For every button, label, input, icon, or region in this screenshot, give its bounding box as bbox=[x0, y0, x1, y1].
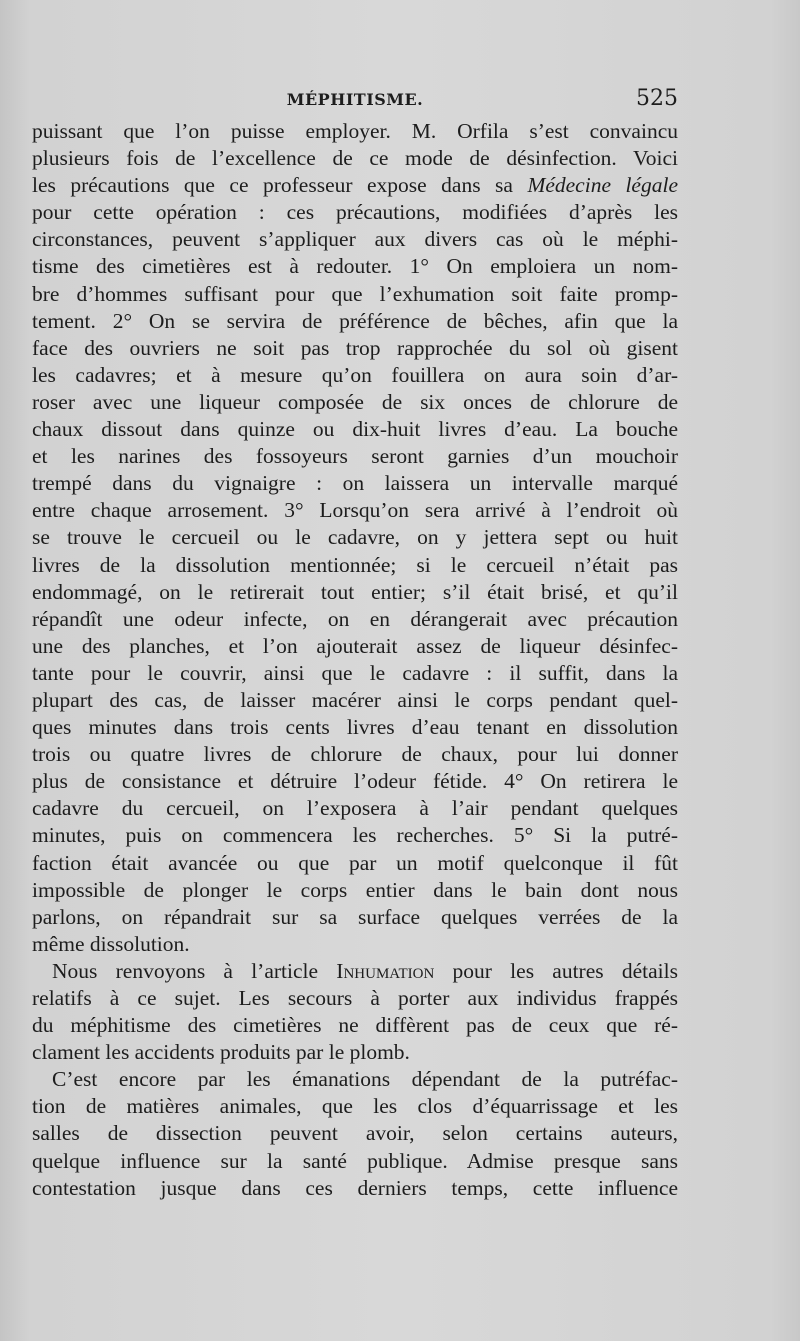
text-line bbox=[32, 850, 678, 877]
line-text: plusieurs fois de l’excellence de ce mode de désinfection. Voici bbox=[32, 146, 678, 171]
line-text: tante pour le couvrir, ainsi que le cadavre : il suffit, dans la bbox=[32, 660, 678, 685]
line-text: clament les accidents produits par le plomb. bbox=[32, 1040, 410, 1065]
text-line bbox=[32, 741, 678, 768]
line-text: les précautions que ce professeur expose dans sa bbox=[32, 173, 528, 198]
line-text: ques minutes dans trois cents livres d’eau tenant en dissolution bbox=[32, 715, 678, 740]
text-line bbox=[32, 335, 678, 362]
line-text: les cadavres; et à mesure qu’on fouillera on aura soin d’ar- bbox=[32, 362, 678, 387]
text-line bbox=[32, 714, 678, 741]
text-line bbox=[32, 958, 678, 985]
line-text: pour les autres détails bbox=[434, 958, 678, 983]
text-line bbox=[32, 199, 678, 226]
text-line bbox=[32, 470, 678, 497]
text-line bbox=[32, 1093, 678, 1120]
text-line bbox=[32, 497, 678, 524]
line-text: plus de consistance et détruire l’odeur fétide. 4° On retirera le bbox=[32, 769, 678, 794]
text-line bbox=[32, 1175, 678, 1202]
running-head bbox=[32, 86, 678, 116]
small-caps-term: Inhumation bbox=[336, 958, 435, 983]
line-text: livres de la dissolution mentionnée; si le cercueil n’était pas bbox=[32, 552, 678, 577]
line-text: minutes, puis on commencera les recherches. 5° Si la putré- bbox=[32, 823, 678, 848]
line-text: puissant que l’on puisse employer. M. Orfila s’est convaincu bbox=[32, 119, 678, 143]
line-text: et les narines des fossoyeurs seront garnies d’un mouchoir bbox=[32, 444, 678, 469]
running-title: MÉPHITISME. bbox=[286, 90, 424, 109]
text-line bbox=[32, 1148, 678, 1175]
text-line bbox=[32, 660, 678, 687]
line-text: circonstances, peuvent s’appliquer aux divers cas où le méphi- bbox=[32, 227, 678, 252]
line-text: cadavre du cercueil, on l’exposera à l’air pendant quelques bbox=[32, 796, 678, 821]
line-text: tion de matières animales, que les clos d’équarrissage et les bbox=[32, 1094, 678, 1119]
text-line bbox=[32, 1039, 678, 1066]
text-line bbox=[32, 795, 678, 822]
line-text: impossible de plonger le corps entier dans le bain dont nous bbox=[32, 877, 678, 902]
text-line bbox=[32, 443, 678, 470]
line-text: face des ouvriers ne soit pas trop rapprochée du sol où gisent bbox=[32, 335, 678, 360]
text-line bbox=[32, 118, 678, 145]
line-text: bre d’hommes suffisant pour que l’exhumation soit faite promp- bbox=[32, 281, 678, 306]
text-line bbox=[32, 389, 678, 416]
line-text: Nous renvoyons à l’article bbox=[52, 958, 337, 983]
text-line bbox=[32, 904, 678, 931]
line-text: trois ou quatre livres de chlorure de chaux, pour lui donner bbox=[32, 742, 678, 767]
text-line bbox=[32, 985, 678, 1012]
line-text: relatifs à ce sujet. Les secours à porter aux individus frappés bbox=[32, 986, 678, 1010]
line-text: endommagé, on le retirerait tout entier; s’il était brisé, et qu’il bbox=[32, 579, 678, 604]
italic-title: Médecine légale bbox=[527, 173, 678, 198]
line-text: une des planches, et l’on ajouterait assez de liqueur désinfec- bbox=[32, 633, 678, 658]
line-text: se trouve le cercueil ou le cadavre, on y jettera sept ou huit bbox=[32, 525, 678, 550]
text-line bbox=[32, 253, 678, 280]
text-line bbox=[32, 1012, 678, 1039]
line-text: contestation jusque dans ces derniers temps, cette influence bbox=[32, 1175, 678, 1200]
text-line bbox=[32, 579, 678, 606]
text-line bbox=[32, 145, 678, 172]
text-line bbox=[32, 1120, 678, 1147]
line-text: salles de dissection peuvent avoir, selon certains auteurs, bbox=[32, 1121, 678, 1146]
line-text: même dissolution. bbox=[32, 931, 190, 956]
text-line bbox=[32, 362, 678, 389]
line-text: quelque influence sur la santé publique. Admise presque sans bbox=[32, 1148, 678, 1173]
text-line bbox=[32, 308, 678, 335]
line-text: répandît une odeur infecte, on en dérangerait avec précaution bbox=[32, 606, 678, 631]
text-line bbox=[32, 768, 678, 795]
text-line bbox=[32, 172, 678, 199]
text-line bbox=[32, 822, 678, 849]
line-text: plupart des cas, de laisser macérer ainsi le corps pendant quel- bbox=[32, 687, 678, 712]
text-line bbox=[32, 226, 678, 253]
line-text: du méphitisme des cimetières ne diffèrent pas de ceux que ré- bbox=[32, 1013, 678, 1038]
text-line bbox=[32, 416, 678, 443]
line-text: chaux dissout dans quinze ou dix-huit livres d’eau. La bouche bbox=[32, 417, 678, 442]
body-text bbox=[32, 118, 678, 1202]
text-line bbox=[32, 931, 678, 958]
line-text: faction était avancée ou que par un motif quelconque il fût bbox=[32, 850, 678, 875]
page-number: 525 bbox=[636, 86, 678, 111]
line-text: tement. 2° On se servira de préférence de bêches, afin que la bbox=[32, 308, 678, 333]
text-line bbox=[32, 606, 678, 633]
text-line bbox=[32, 687, 678, 714]
text-line bbox=[32, 1066, 678, 1093]
text-line bbox=[32, 552, 678, 579]
text-line bbox=[32, 524, 678, 551]
line-text: pour cette opération : ces précautions, modifiées d’après les bbox=[32, 200, 678, 225]
line-text: trempé dans du vignaigre : on laissera un intervalle marqué bbox=[32, 471, 678, 496]
text-line bbox=[32, 877, 678, 904]
line-text: roser avec une liqueur composée de six onces de chlorure de bbox=[32, 389, 678, 414]
line-text: entre chaque arrosement. 3° Lorsqu’on sera arrivé à l’endroit où bbox=[32, 498, 678, 523]
line-text: parlons, on répandrait sur sa surface quelques verrées de la bbox=[32, 904, 678, 929]
line-text: C’est encore par les émanations dépendant de la putréfac- bbox=[52, 1067, 678, 1092]
line-text: tisme des cimetières est à redouter. 1° On emploiera un nom- bbox=[32, 254, 678, 279]
text-line bbox=[32, 281, 678, 308]
text-line bbox=[32, 633, 678, 660]
